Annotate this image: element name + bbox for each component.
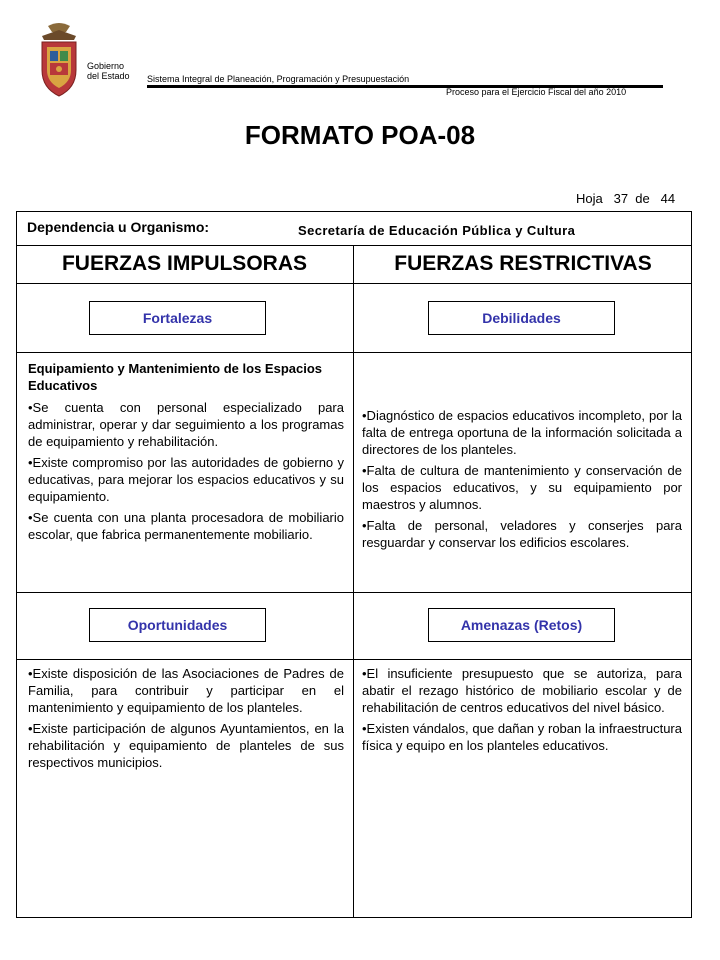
list-item: •Falta de cultura de mantenimiento y conservación de los espacios educativos, y su equipamiento por maestros y alumnos.: [362, 463, 682, 512]
dependencia-label: Dependencia u Organismo:: [27, 219, 210, 235]
list-item: •Se cuenta con una planta procesadora de mobiliario escolar, que fabrica permanentemente mobiliario.: [28, 510, 344, 542]
list-item: •El insuficiente presupuesto que se autoriza, para abatir el rezago histórico de mobiliario escolar y de rehabilitación de centros educativos del nivel básico.: [362, 666, 682, 715]
hoja-de-label: de: [635, 191, 650, 206]
gobierno-line1: Gobierno: [87, 61, 125, 71]
list-item: •Se cuenta con personal especializado para administrar, operar y dar seguimiento a los programas de equipamiento y rehabilitación.: [28, 400, 344, 449]
fuerzas-restrictivas-header: FUERZAS RESTRICTIVAS: [394, 252, 652, 275]
debilidades-content: [362, 407, 682, 555]
list-item: •Existe disposición de las Asociaciones de Padres de Familia, para contribuir y participar en el mantenimiento y equipamiento de los planteles.: [28, 666, 344, 715]
list-item: •Existen vándalos, que dañan y roban la infraestructura física y equipo en los planteles educativos.: [362, 721, 682, 753]
fuerzas-impulsoras-header: FUERZAS IMPULSORAS: [61, 252, 307, 275]
page-counter: [576, 191, 675, 206]
gobierno-line2: del Estado: [87, 71, 130, 81]
hoja-current: 37: [613, 191, 629, 206]
divider: [16, 245, 692, 246]
debilidades-box: Debilidades: [428, 301, 615, 335]
amenazas-content: [362, 665, 682, 758]
hoja-total: 44: [660, 191, 676, 206]
hoja-label: Hoja: [576, 191, 603, 206]
system-name: Sistema Integral de Planeación, Programación y Presupuestación: [147, 74, 410, 84]
oportunidades-content: [28, 665, 344, 775]
process-label: Proceso para el Ejercicio Fiscal del año 2010: [446, 87, 627, 97]
oportunidades-box: Oportunidades: [89, 608, 266, 642]
column-divider: [353, 245, 354, 918]
amenazas-box: Amenazas (Retos): [428, 608, 615, 642]
list-item: •Falta de personal, veladores y conserjes para resguardar y conservar los edificios escolares.: [362, 518, 682, 550]
page-title: FORMATO POA-08: [244, 120, 476, 150]
divider: [16, 283, 692, 284]
gobierno-label: [87, 61, 130, 81]
divider: [16, 592, 692, 593]
divider: [16, 352, 692, 353]
state-seal-logo: [36, 20, 82, 98]
fortalezas-box: Fortalezas: [89, 301, 266, 335]
dependencia-value: Secretaría de Educación Pública y Cultura: [298, 223, 576, 238]
divider: [16, 659, 692, 660]
list-item: •Existe participación de algunos Ayuntamientos, en la rehabilitación y equipamiento de planteles de sus respectivos municipios.: [28, 721, 344, 770]
fortalezas-content: [28, 360, 344, 547]
fortalezas-heading: Equipamiento y Mantenimiento de los Espacios Educativos: [28, 361, 322, 393]
list-item: •Existe compromiso por las autoridades de gobierno y educativas, para mejorar los espacios educativos y su equipamiento.: [28, 455, 344, 504]
list-item: •Diagnóstico de espacios educativos incompleto, por la falta de entrega oportuna de la información solicitada a directores de los planteles.: [362, 408, 682, 457]
